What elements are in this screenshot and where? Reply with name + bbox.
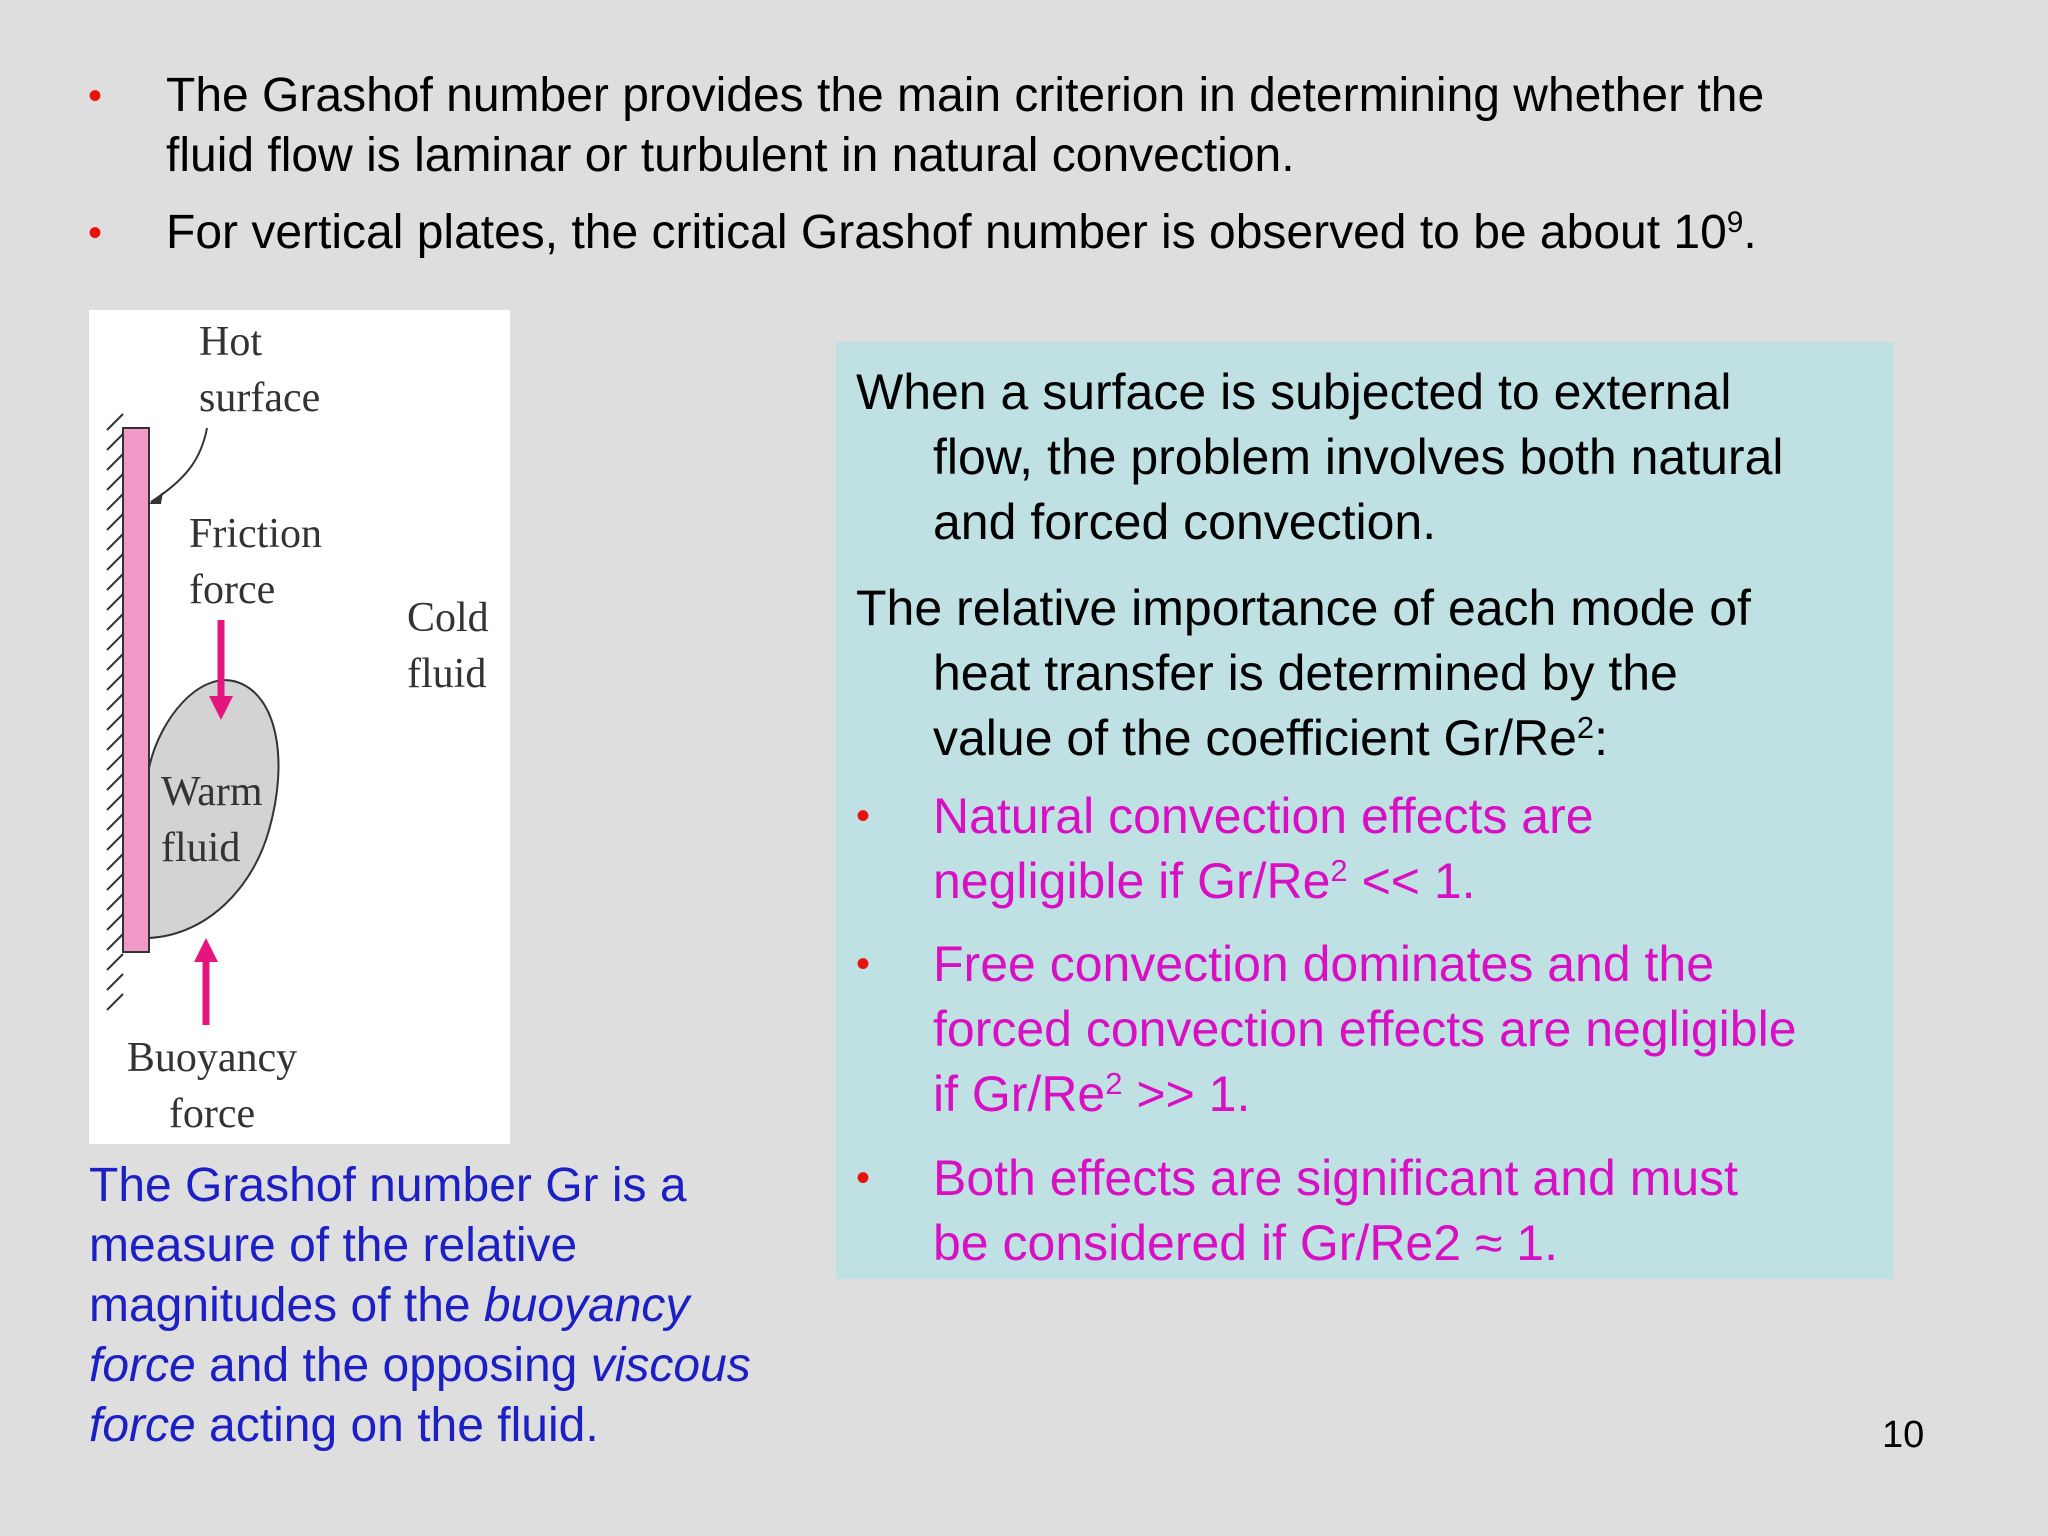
wall-hatching xyxy=(107,414,123,1010)
grashof-caption: The Grashof number Gr is a measure of the relative magnitudes of the buoyancy force and the opposing viscous force acting on the fluid. xyxy=(89,1159,751,1452)
label-friction-force: Friction force xyxy=(189,511,322,613)
paragraph-relative-importance: The relative importance of each mode of heat transfer is determined by the value of the coefficient Gr/Re$^2$: xyxy=(856,580,1751,766)
bullet-dot: • xyxy=(856,1156,871,1200)
vertical-plate-figure xyxy=(89,310,510,1144)
bullet-grashof-criterion: The Grashof number provides the main criterion in determining whether the fluid flow is laminar or turbulent in natural convection. xyxy=(166,69,1765,182)
bullet-dot: • xyxy=(856,942,871,986)
mixed-convection-box xyxy=(836,342,1894,1279)
bullet-dot: • xyxy=(88,211,103,255)
leader-arrowhead xyxy=(149,492,163,504)
label-buoyancy-force: Buoyancy force xyxy=(126,1035,298,1137)
bullet-dot: • xyxy=(856,794,871,838)
bullet-critical-grashof: For vertical plates, the critical Grashof number is observed to be about $10^9$. xyxy=(166,205,1757,259)
hot-plate xyxy=(123,428,149,952)
hot-surface-leader xyxy=(151,428,207,502)
buoyancy-arrowhead xyxy=(194,938,218,962)
paragraph-external-flow: When a surface is subjected to external flow, the problem involves both natural and forced convection. xyxy=(856,364,1784,550)
bullet-dot: • xyxy=(88,74,103,118)
bullet-both-significant: Both effects are significant and must be considered if Gr/Re2 ≈ 1. xyxy=(933,1150,1739,1271)
label-cold-fluid: Cold fluid xyxy=(407,595,489,697)
page-number: 10 xyxy=(1882,1414,1925,1456)
bullet-free-dominates: Free convection dominates and the forced convection effects are negligible if $Gr/Re^2 >> 1$. xyxy=(933,936,1797,1122)
bullet-natural-negligible: Natural convection effects are negligible if $Gr/Re^2 << 1$. xyxy=(933,788,1594,909)
label-hot-surface: Hot surface xyxy=(199,319,321,421)
plate-diagram xyxy=(89,310,510,1144)
label-warm-fluid: Warm fluid xyxy=(161,769,263,871)
